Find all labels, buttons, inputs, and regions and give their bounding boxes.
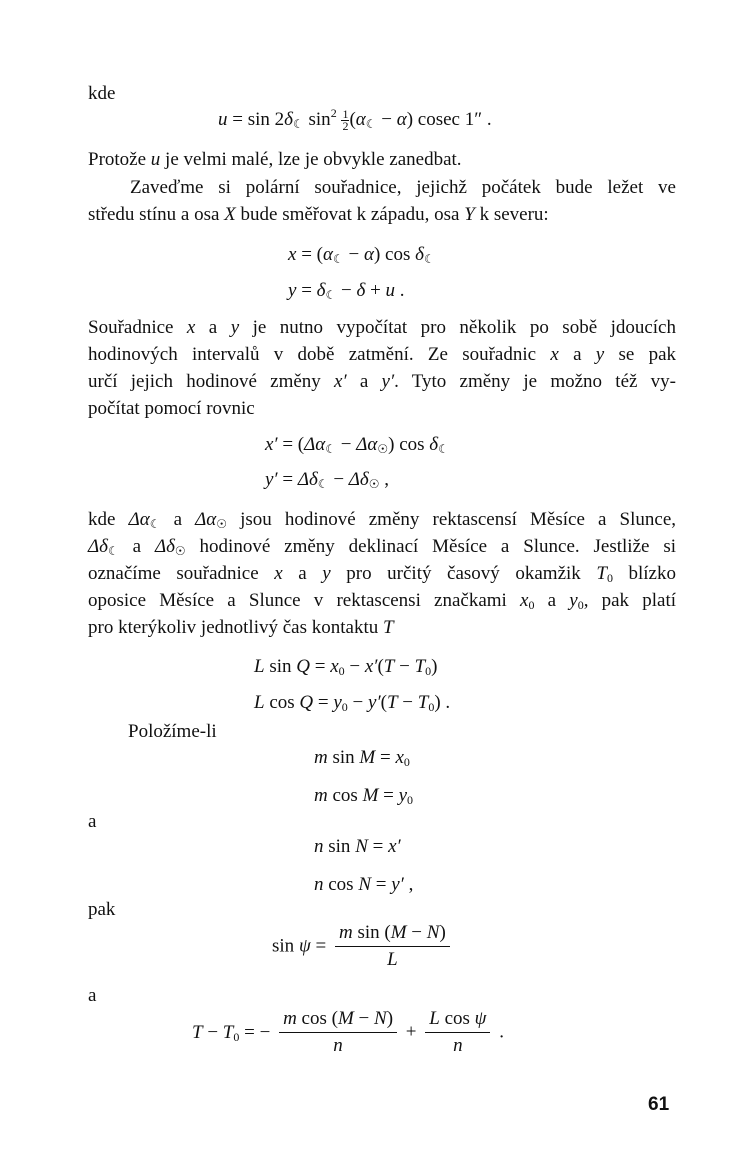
equation-TT0: $T - T_0$ = − $\frac{\text{m cos (M − N)}}{n}$ + $\frac{\text{L cos ψ}}{n}$ .: [192, 1008, 504, 1056]
equation-nsinN: n sin N = x′: [314, 836, 401, 857]
text-kde: [88, 82, 115, 106]
equation-LsinQ: L $\sin Q = x_0 - x'(T - T_0)$: [254, 656, 438, 678]
equation-u: $u = \sin 2\delta_☾$ $\sin^2$ $\frac{1}{2}$ $(\alpha_☾ - \alpha)$ cosec 1″ .: [218, 106, 492, 134]
paragraph-souradnice-line4: počítat pomocí rovnic: [88, 398, 255, 419]
equation-msinM: m $\sin M = x_0$: [314, 747, 410, 769]
paragraph-kde2-line4: oposice Měsíce a Slunce v rektascensi značkami $x_0$ a $y_0$, pak platí: [88, 590, 677, 612]
equation-sinpsi: sin ψ = $\frac{\text{m sin (M − N)}}{L}$: [272, 922, 454, 971]
paragraph-protoze: Protože u je velmi malé, lze je obvykle zanedbat.: [88, 149, 462, 170]
equation-LcosQ: L $\cos Q = y_0 - y'(T - T_0)$ .: [254, 692, 451, 714]
page-number: 61: [648, 1094, 670, 1115]
text-a1: a: [88, 811, 97, 832]
paragraph-souradnice-line2: hodinových intervalů v době zatmění. Ze souřadnic x a y se pak: [88, 344, 677, 365]
equation-xprime: $x' = (\Delta\alpha_☾ - \Delta\alpha_☉)$ $\cos \delta_☾$: [265, 434, 449, 456]
equation-x: $x = (\alpha_☾ - \alpha)$ $\cos \delta_☾$: [288, 244, 435, 266]
equation-ncosN: n cos N = y′ ,: [314, 874, 414, 895]
paragraph-souradnice-line1: Souřadnice x a y je nutno vypočítat pro několik po sobě jdoucích: [88, 317, 676, 338]
paragraph-zavedme-line1: Zaveďme si polární souřadnice, jejichž počátek bude ležet ve: [130, 177, 676, 198]
paragraph-kde2-line3: označíme souřadnice x a y pro určitý časový okamžik $T_0$ blízko: [88, 563, 676, 585]
text-pak: pak: [88, 899, 116, 920]
fraction-mcos: $\frac{\text{m cos (M − N)}}{n}$: [279, 1008, 397, 1057]
fraction-Lcospsi: $\frac{\text{L cos ψ}}{n}$: [425, 1008, 490, 1057]
paragraph-zavedme-line2: středu stínu a osa X bude směřovat k západu, osa Y k severu:: [88, 204, 549, 225]
kde-word: kde: [88, 83, 116, 104]
equation-mcosM: m $\cos M = y_0$: [314, 785, 414, 807]
paragraph-kde2-line2: $\Delta\delta_☾$ a $\Delta\delta_☉$ hodinové změny deklinací Měsíce a Slunce. Jestliže si: [88, 536, 677, 558]
paragraph-kde2-line5: pro kterýkoliv jednotlivý čas kontaktu T: [88, 617, 394, 638]
equation-yprime: $y' = \Delta\delta_☾ - \Delta\delta_☉$ ,: [265, 469, 390, 491]
paragraph-souradnice-line3: určí jejich hodinové změny x′ a y′. Tyto změny je možno též vy-: [88, 371, 676, 392]
fraction-sinpsi: $\frac{\text{m sin (M − N)}}{L}$: [335, 922, 450, 971]
paragraph-kde2-line1: kde $\Delta\alpha_☾$ a $\Delta\alpha_☉$ jsou hodinové změny rektascensí Měsíce a Slunce,: [88, 509, 677, 531]
equation-y: $y = \delta_☾ - \delta + u$ .: [288, 280, 405, 302]
text-a2: a: [88, 985, 97, 1006]
text-polozime: Položíme-li: [128, 721, 217, 742]
